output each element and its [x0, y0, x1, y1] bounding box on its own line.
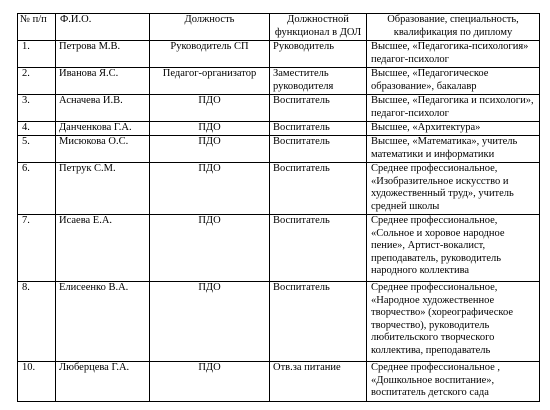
header-function: Должностной функционал в ДОЛ: [270, 14, 367, 41]
cell-education: Среднее профессиональное, «Народное художественное творчество» (хореографическое творчество), руководитель любительского творческого коллектива, преподаватель: [367, 282, 540, 362]
cell-num: 7.: [18, 215, 56, 282]
cell-education: Среднее профессиональное, «Изобразительное искусство и художественный труд», учитель средней школы: [367, 163, 540, 215]
cell-education: Высшее, «Педагогика и психологи», педагог-психолог: [367, 95, 540, 122]
cell-position: Педагог-организатор: [150, 68, 270, 95]
table-row: [18, 41, 540, 68]
cell-num: 1.: [18, 41, 56, 68]
cell-education: Высшее, «Математика», учитель математики и информатики: [367, 136, 540, 163]
cell-fio: Исаева Е.А.: [56, 215, 150, 282]
table-row: [18, 136, 540, 163]
cell-num: 4.: [18, 122, 56, 136]
cell-fio: Асначева И.В.: [56, 95, 150, 122]
cell-position: ПДО: [150, 362, 270, 402]
cell-education: Среднее профессиональное, «Сольное и хоровое народное пение», Артист-вокалист, преподаватель, руководитель народного коллектива: [367, 215, 540, 282]
table-row: [18, 163, 540, 215]
table-row: [18, 215, 540, 282]
cell-function: Заместитель руководителя: [270, 68, 367, 95]
cell-fio: Елисеенко В.А.: [56, 282, 150, 362]
cell-position: ПДО: [150, 136, 270, 163]
cell-num: 10.: [18, 362, 56, 402]
cell-function: Воспитатель: [270, 95, 367, 122]
cell-fio: Иванова Я.С.: [56, 68, 150, 95]
header-position: Должность: [150, 14, 270, 41]
header-num: № п/п: [18, 14, 56, 41]
cell-fio: Петрук С.М.: [56, 163, 150, 215]
cell-fio: Петрова М.В.: [56, 41, 150, 68]
table-row: [18, 282, 540, 362]
cell-function: Воспитатель: [270, 163, 367, 215]
cell-num: 2.: [18, 68, 56, 95]
cell-function: Воспитатель: [270, 282, 367, 362]
cell-num: 3.: [18, 95, 56, 122]
cell-fio: Люберцева Г.А.: [56, 362, 150, 402]
staff-table: [17, 13, 540, 402]
cell-num: 6.: [18, 163, 56, 215]
table-row: [18, 362, 540, 402]
table-row: [18, 95, 540, 122]
cell-position: ПДО: [150, 163, 270, 215]
cell-education: Среднее профессиональное , «Дошкольное воспитание», воспитатель детского сада: [367, 362, 540, 402]
cell-position: Руководитель СП: [150, 41, 270, 68]
cell-function: Воспитатель: [270, 215, 367, 282]
cell-education: Высшее, «Архитектура»: [367, 122, 540, 136]
cell-fio: Мисюкова О.С.: [56, 136, 150, 163]
cell-fio: Данченкова Г.А.: [56, 122, 150, 136]
header-fio: Ф.И.О.: [56, 14, 150, 41]
cell-position: ПДО: [150, 282, 270, 362]
header-education: Образование, специальность, квалификация по диплому: [367, 14, 540, 41]
cell-position: ПДО: [150, 215, 270, 282]
table-header-row: [18, 14, 540, 41]
cell-function: Воспитатель: [270, 122, 367, 136]
cell-function: Руководитель: [270, 41, 367, 68]
cell-education: Высшее, «Педагогическое образование», бакалавр: [367, 68, 540, 95]
table-row: [18, 68, 540, 95]
cell-function: Отв.за питание: [270, 362, 367, 402]
cell-function: Воспитатель: [270, 136, 367, 163]
cell-num: 8.: [18, 282, 56, 362]
cell-position: ПДО: [150, 122, 270, 136]
cell-education: Высшее, «Педагогика-психология» педагог-психолог: [367, 41, 540, 68]
cell-position: ПДО: [150, 95, 270, 122]
table-row: [18, 122, 540, 136]
cell-num: 5.: [18, 136, 56, 163]
